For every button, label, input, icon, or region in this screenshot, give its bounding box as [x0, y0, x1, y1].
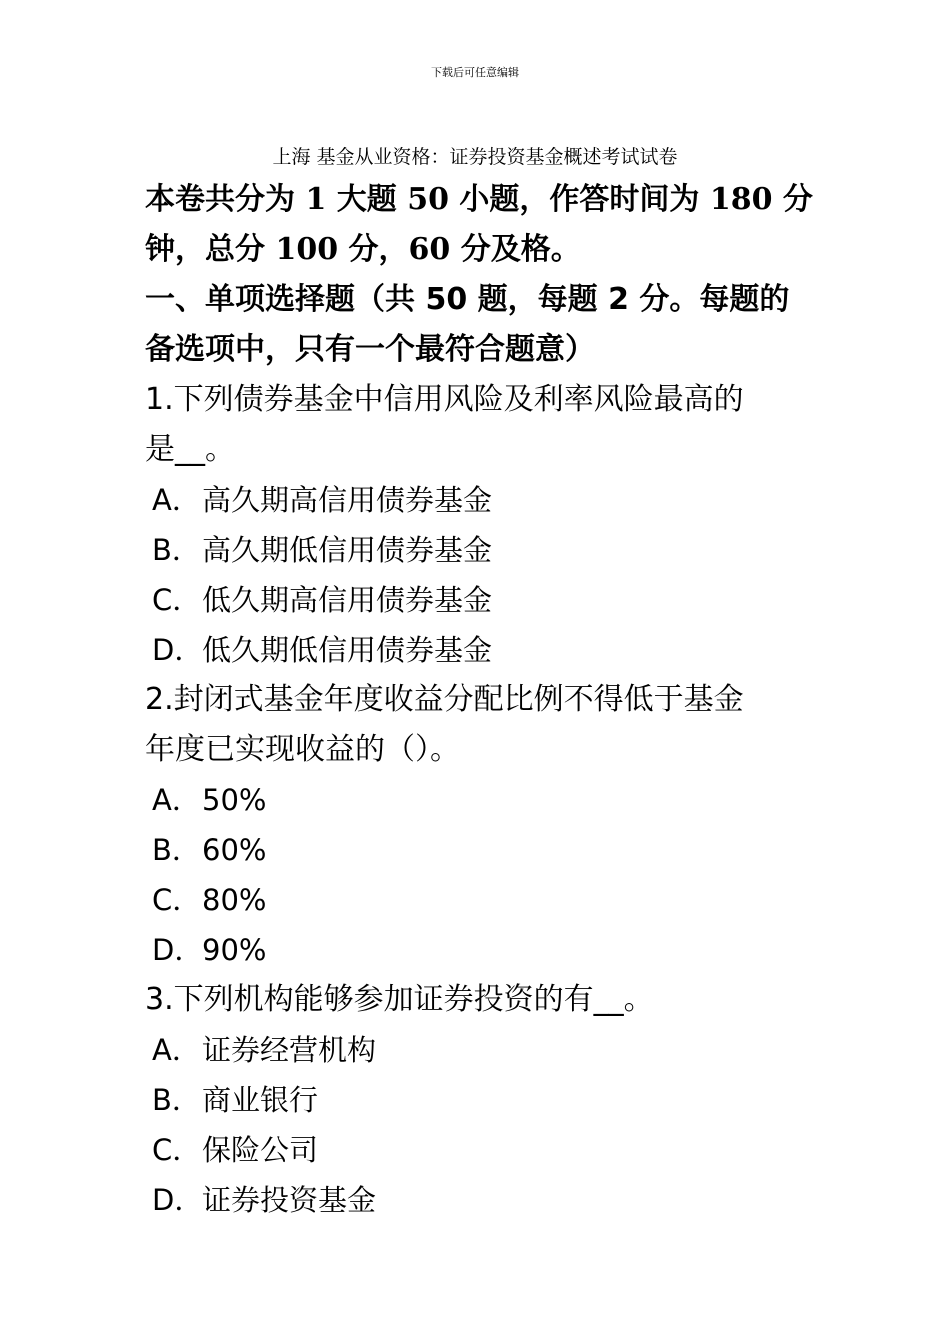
option-letter: B． — [152, 833, 201, 867]
option-letter: B． — [152, 1083, 201, 1117]
option-letter: A． — [152, 783, 201, 817]
option-text: 高久期低信用债券基金 — [202, 533, 493, 567]
question-stem-line: 3.下列机构能够参加证券投资的有__。 — [145, 982, 654, 1017]
option-text: 保险公司 — [202, 1133, 319, 1167]
option-text: 50% — [202, 783, 267, 817]
intro-line: 钟，总分 100 分，60 分及格。 — [145, 232, 581, 267]
header-note: 下载后可任意编辑 — [431, 66, 519, 79]
option-letter: C． — [152, 1133, 202, 1167]
option-letter: A． — [152, 1033, 201, 1067]
option-text: 证券投资基金 — [202, 1183, 377, 1217]
option-text: 90% — [202, 933, 267, 967]
answer-option-b — [145, 825, 810, 875]
answer-option-a — [145, 775, 810, 825]
document-body — [145, 175, 813, 1225]
section-heading-line: 一、单项选择题（共 50 题，每题 2 分。每题的 — [145, 282, 790, 317]
answer-option-b — [145, 525, 810, 575]
question-stem-line: 1.下列债券基金中信用风险及利率风险最高的 — [145, 382, 744, 417]
question-2 — [145, 675, 810, 975]
option-letter: D． — [152, 633, 204, 667]
answer-option-d — [145, 925, 810, 975]
section-heading — [145, 275, 810, 375]
option-letter: D． — [152, 1183, 204, 1217]
question-stem-line: 2.封闭式基金年度收益分配比例不得低于基金 — [145, 682, 744, 717]
option-text: 低久期高信用债券基金 — [202, 583, 493, 617]
option-letter: C． — [152, 583, 202, 617]
option-text: 证券经营机构 — [202, 1033, 377, 1067]
document-title: 上海 基金从业资格：证券投资基金概述考试试卷 — [272, 146, 678, 168]
answer-option-c — [145, 575, 810, 625]
question-3 — [145, 975, 810, 1225]
question-1 — [145, 375, 810, 675]
option-letter: A． — [152, 483, 201, 517]
answer-option-a — [145, 475, 810, 525]
option-text: 低久期低信用债券基金 — [202, 633, 493, 667]
question-stem-line: 年度已实现收益的（）。 — [145, 732, 460, 767]
answer-option-c — [145, 875, 810, 925]
option-text: 60% — [202, 833, 267, 867]
answer-option-b — [145, 1075, 810, 1125]
option-letter: C． — [152, 883, 202, 917]
question-stem-line: 是__。 — [145, 432, 235, 467]
answer-option-d — [145, 1175, 810, 1225]
section-heading-line: 备选项中，只有一个最符合题意） — [145, 332, 595, 367]
option-text: 高久期高信用债券基金 — [202, 483, 493, 517]
answer-option-c — [145, 1125, 810, 1175]
intro-paragraph — [145, 175, 813, 275]
option-letter: B． — [152, 533, 201, 567]
intro-line: 本卷共分为 1 大题 50 小题，作答时间为 180 分 — [145, 182, 813, 217]
option-text: 80% — [202, 883, 267, 917]
answer-option-d — [145, 625, 810, 675]
answer-option-a — [145, 1025, 810, 1075]
option-letter: D． — [152, 933, 204, 967]
option-text: 商业银行 — [202, 1083, 319, 1117]
